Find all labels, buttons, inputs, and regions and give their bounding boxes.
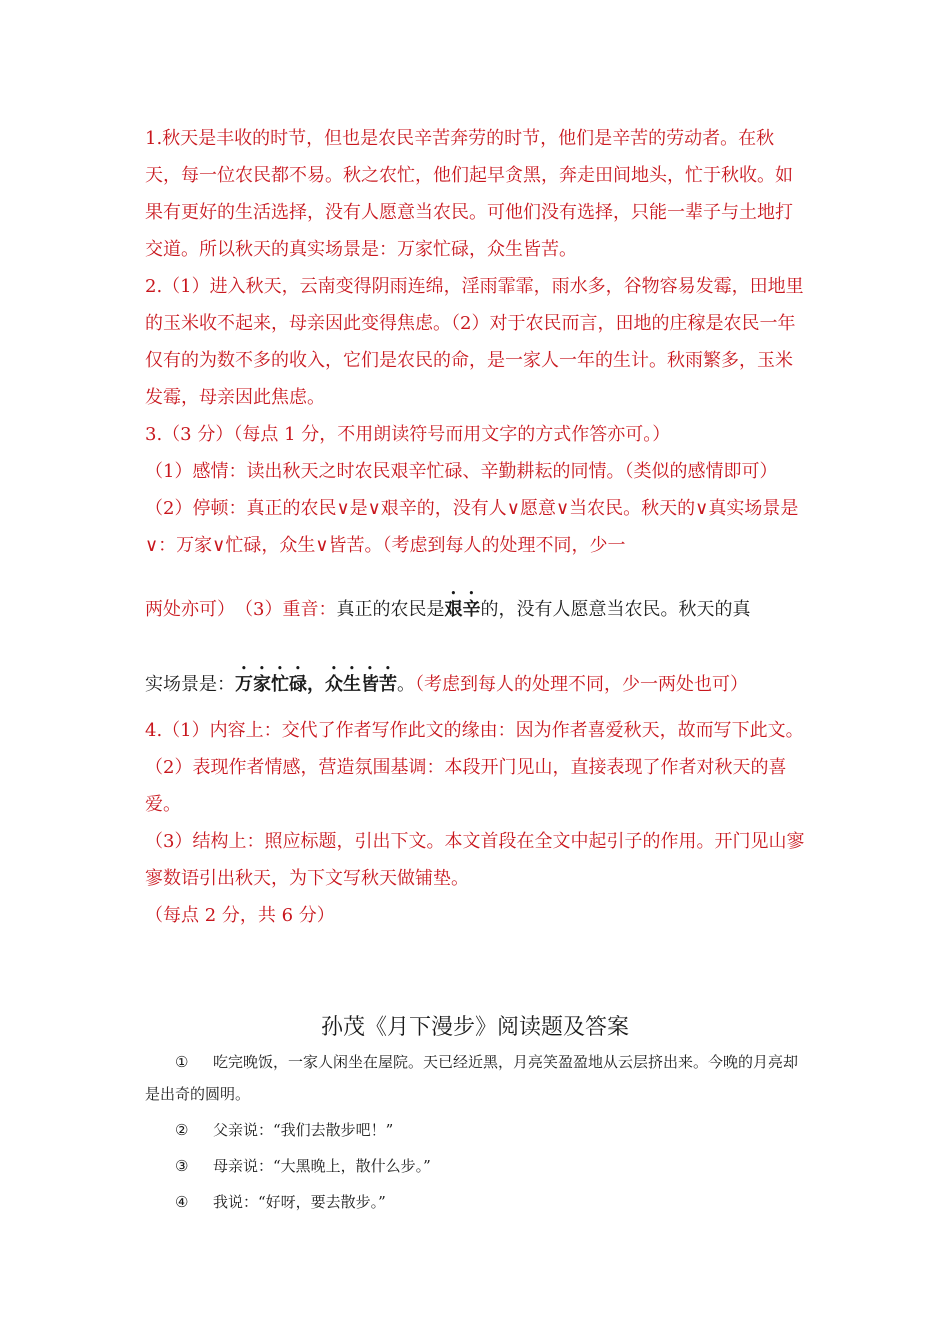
article-title: 孙茂《月下漫步》阅读题及答案 [320,1015,629,1040]
answer-2: 2.（1）进入秋天，云南变得阴雨连绵，淫雨霏霏，雨水多，谷物容易发霉，田地里的玉米收不起来，母亲因此变得焦虑。（2）对于农民而言，田地的庄稼是农民一年仅有的为数不多的收入，它们是农民的命，是一家人一年的生计。秋雨繁多，玉米发霉，母亲因此焦虑。 [145,276,804,408]
answer-4-part3: （3）结构上：照应标题，引出下文。本文首段在全文中起引子的作用。开门见山寥寥数语引出秋天，为下文写秋天做铺垫。 [145,831,805,889]
stress-word-zhongsheng: 众生皆苦 [325,674,397,695]
answer-3-stress-line2: 实场景是：万家忙碌，众生皆苦。（考虑到每人的处理不同，少一两处也可） [145,674,748,695]
answer-3 [145,416,810,564]
stress-word-wanjia: 万家忙碌 [235,674,307,695]
paragraph-1: ① 吃完晚饭，一家人闲坐在屋院。天已经近黑，月亮笑盈盈地从云层挤出来。今晚的月亮却是出奇的圆明。 [145,1053,799,1103]
answer-3-stress-line1: 两处亦可） （3）重音：真正的农民是艰辛的，没有人愿意当农民。秋天的真 [145,599,751,620]
answer-4 [145,712,810,934]
paragraph-3: ③ 母亲说：“大黑晚上，散什么步。” [175,1157,431,1175]
paragraph-4: ④ 我说：“好呀，要去散步。” [175,1193,386,1211]
answer-1: 1.秋天是丰收的时节，但也是农民辛苦奔劳的时节，他们是辛苦的劳动者。在秋天，每一位农民都不易。秋之农忙，他们起早贪黑，奔走田间地头，忙于秋收。如果有更好的生活选择，没有人愿意当农民。可他们没有选择，只能一辈子与土地打交道。所以秋天的真实场景是：万家忙碌，众生皆苦。 [145,128,793,260]
answer-3-head: 3.（3 分）（每点 1 分，不用朗读符号而用文字的方式作答亦可。） [145,424,671,445]
answer-3-part1: （1）感情：读出秋天之时农民艰辛忙碌、辛勤耕耘的同情。（类似的感情即可） （2）停顿：真正的农民∨是∨艰辛的，没有人∨愿意∨当农民。秋天的∨真实场景是∨：万家∨忙碌，众生∨皆苦。（考虑到每人的处理不同，少一 [145,461,799,556]
paragraph-2: ② 父亲说：“我们去散步吧！” [175,1121,394,1139]
answer-4-score: （每点 2 分，共 6 分） [145,905,335,926]
answer-4-part2: （2）表现作者情感，营造氛围基调：本段开门见山，直接表现了作者对秋天的喜爱。 [145,757,787,815]
stress-word-jianxin: 艰辛 [444,599,481,620]
passage [145,1046,810,1218]
answer-4-part1: 4.（1）内容上：交代了作者写作此文的缘由：因为作者喜爱秋天，故而写下此文。 [145,720,804,741]
